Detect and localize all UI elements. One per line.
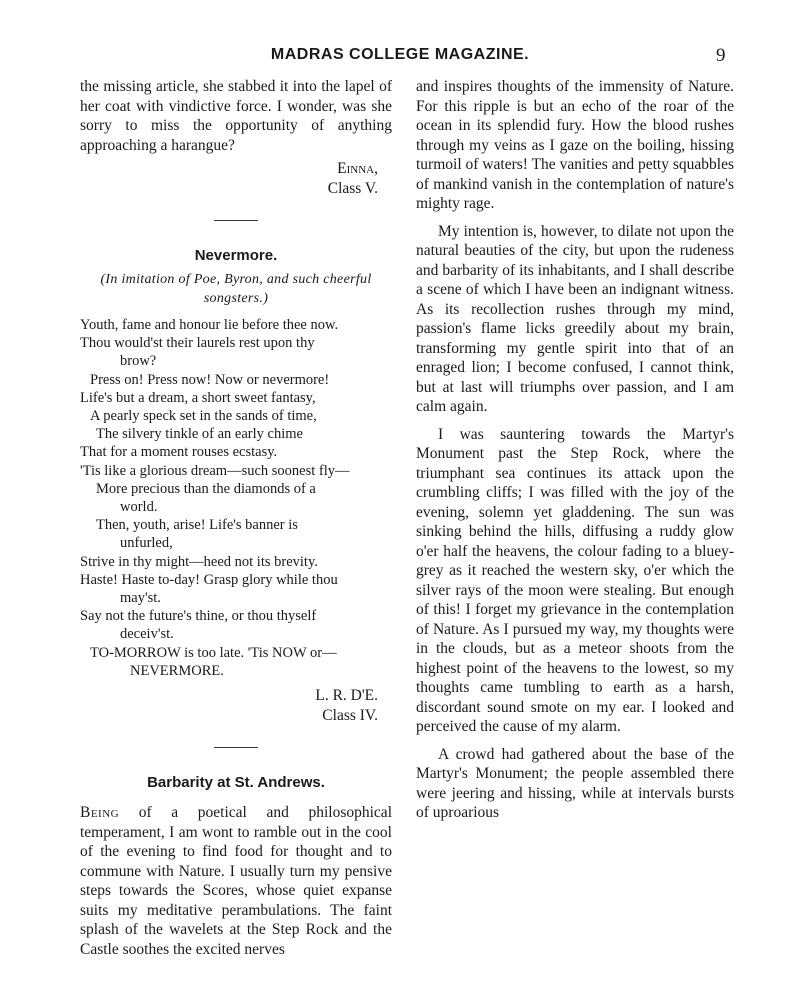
left-column	[80, 77, 392, 959]
section-divider	[214, 220, 258, 221]
article-paragraph-1: Being of a poetical and philosophical temperament, I am wont to ramble out in the cool of the evening to find food for thought and to commune with Nature. I usually turn my pensive steps towards the Scores, whose quiet expanse suits my meditative perambulations. The faint splash of the wavelets at the Step Rock and the Castle soothes the excited nerves	[80, 804, 392, 958]
poem-line: A pearly speck set in the sands of time,	[90, 408, 317, 425]
poem-line: Haste! Haste to-day! Grasp glory while thou may'st.	[80, 571, 338, 607]
poem-title: Nevermore.	[194, 247, 278, 264]
poem-line: Thou would'st their laurels rest upon thy brow?	[80, 335, 315, 370]
signature-class-2: Class IV.	[322, 706, 378, 724]
intro-paragraph: the missing article, she stabbed it into the lapel of her coat with vindictive force. I wonder, was she sorry to miss the opportunity of anything approaching a harangue?	[80, 78, 392, 154]
article-paragraph-cont: and inspires thoughts of the immensity of Nature. For this ripple is but an echo of the roar of the ocean in its splendid fury. How the blood rushes through my veins as I gaze on the boiling, hissing turmoil of waters! The vanities and petty squabbles of mankind vanish in the contemplation of nature's mighty rage.	[416, 78, 734, 212]
article-title: Barbarity at St. Andrews.	[147, 774, 325, 792]
poem-lines	[80, 316, 392, 680]
article-paragraph-4: A crowd had gathered about the base of the Martyr's Monument; the people assembled there were jeering and hissing, while at intervals bursts of uproarious	[416, 745, 734, 821]
poem-line: Say not the future's thine, or thou thyself deceiv'st.	[80, 608, 317, 643]
article-paragraph-2: My intention is, however, to dilate not upon the natural beauties of the city, but upon the rudeness and barbarity of its inhabitants, and I shall describe a scene of which I have been an indignant witness. As its recollection rushes through my mind, passion's flame licks greedily about my brain, transforming my gentle spirit into that of an enraged lion; I become confused, I cannot think, but at last will triumphs over passion, and I am calm again.	[416, 222, 734, 415]
magazine-title: MADRAS COLLEGE MAGAZINE.	[270, 46, 530, 63]
poem-line: 'Tis like a glorious dream—such soonest fly—	[80, 462, 350, 479]
poem-line: Life's but a dream, a short sweet fantasy,	[80, 389, 316, 406]
signature-class-1: Class V.	[327, 179, 378, 197]
signature-name-2: L. R. D'E.	[315, 687, 378, 705]
poem-line: Youth, fame and honour lie before thee now.	[80, 317, 339, 333]
poem-line: More precious than the diamonds of a world.	[96, 480, 316, 516]
poem-line: Press on! Press now! Now or nevermore!	[90, 371, 330, 388]
right-column	[416, 77, 734, 823]
drop-word: Being	[80, 804, 120, 822]
poem-subtitle: (In imitation of Poe, Byron, and such cheerful songsters.)	[100, 272, 372, 306]
article-paragraph-3: I was sauntering towards the Martyr's Monument past the Step Rock, where the triumphant sea continues its attack upon the crumbling cliffs; I was filled with the joy of the evening, solemn yet gladdening. The sun was sinking behind the hills, diffusing a ruddy glow o'er half the heavens, the colour fading to a bluey-grey as it reached the western sky, o'er which the silver rays of the moon were stealing. But enough of this! I forget my grievance in the contemplation of Nature. As I pursued my way, my thoughts were in the clouds, but as a meteor shoots from the highest point of the heavens to the lowest, so my thoughts came tumbling to earth as a harsh, discordant sound smote on my ear. I looked and perceived the cause of my alarm.	[416, 425, 734, 735]
section-divider-2	[214, 747, 258, 748]
signature-name-1	[80, 159, 392, 179]
page-number: 9	[716, 45, 726, 66]
signature-name-1-text: Einna,	[337, 160, 378, 177]
poem-line: Then, youth, arise! Life's banner is unfurled,	[96, 517, 298, 552]
poem-line: That for a moment rouses ecstasy.	[80, 444, 278, 461]
poem-line: TO-MORROW is too late. 'Tis NOW or— NEVERMORE.	[90, 644, 337, 679]
poem-line: The silvery tinkle of an early chime	[96, 426, 303, 443]
poem-line: Strive in thy might—heed not its brevity.	[80, 553, 318, 570]
